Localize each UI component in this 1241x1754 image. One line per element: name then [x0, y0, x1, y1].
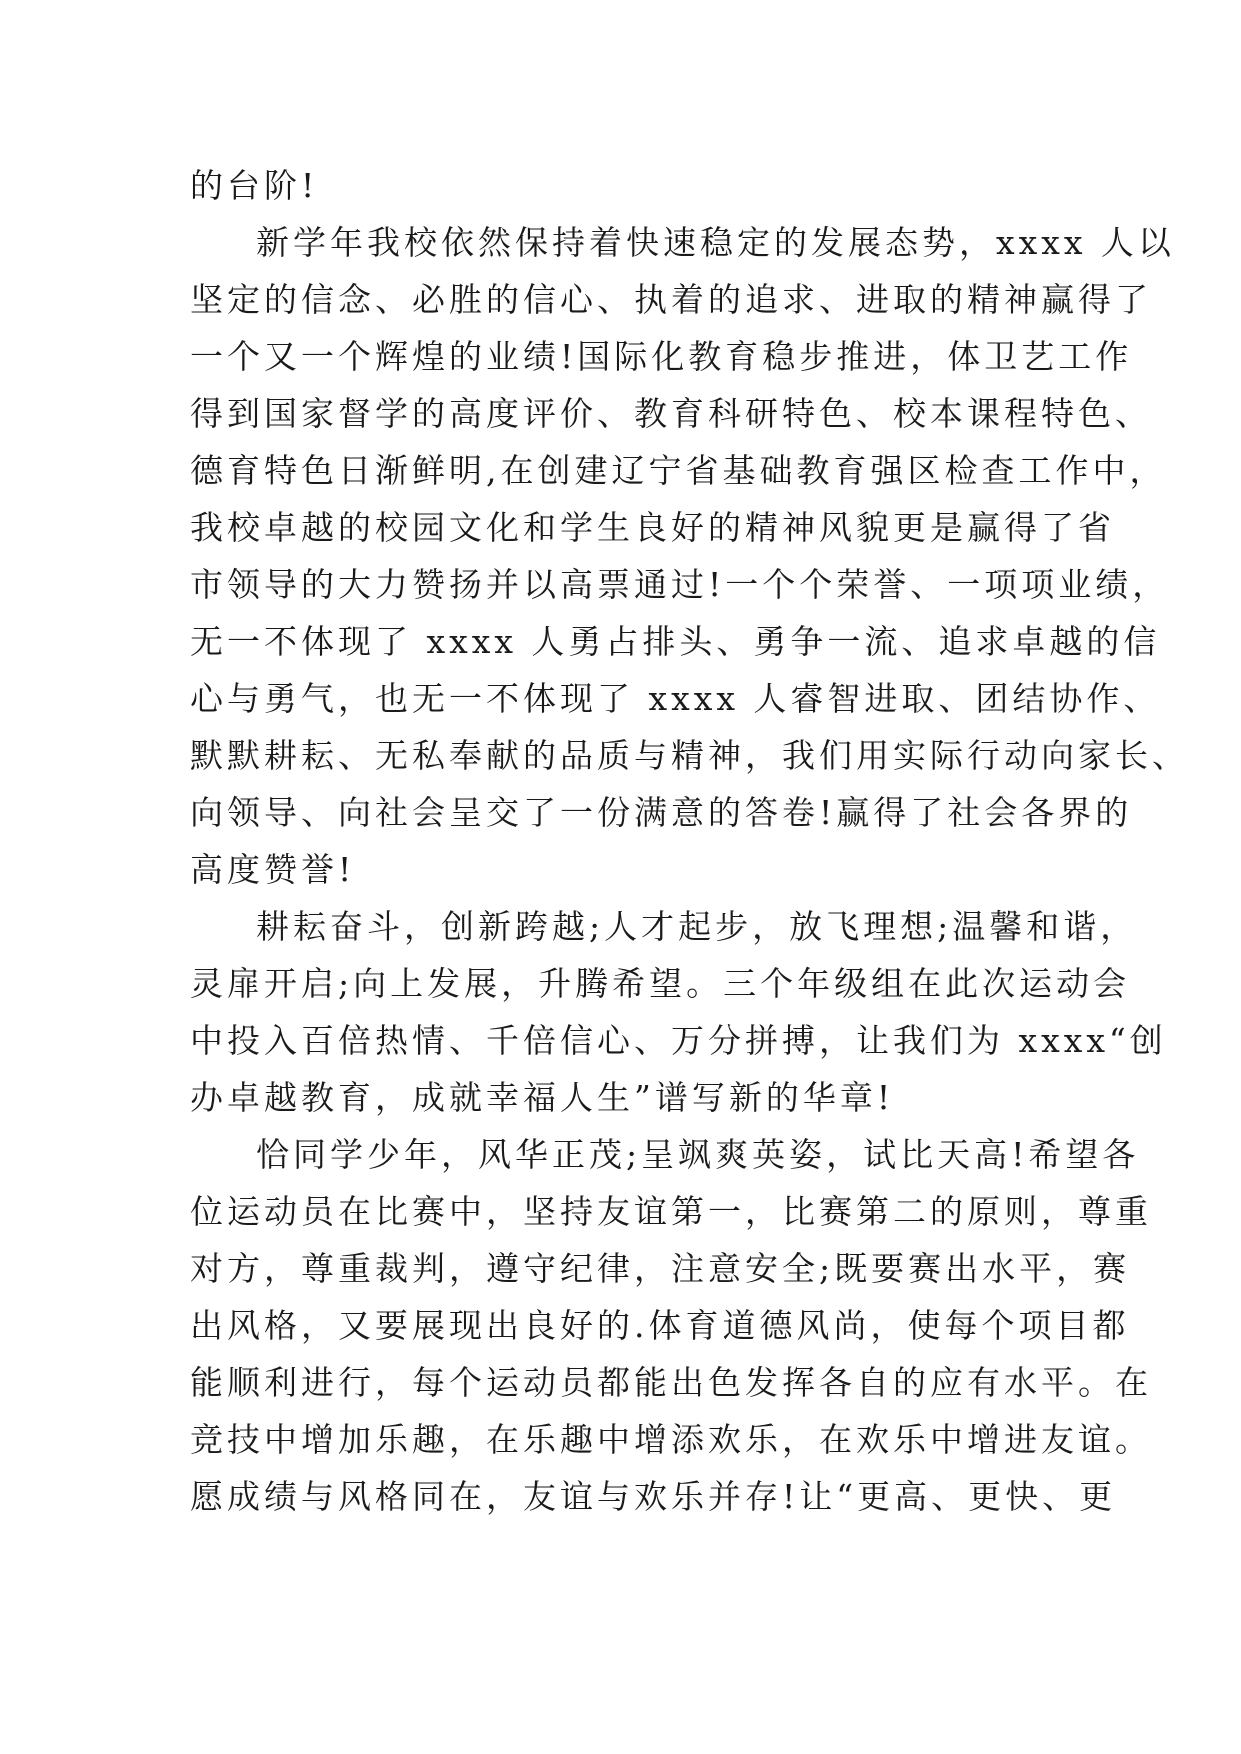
text-line: 愿成绩与风格同在，友谊与欢乐并存!让“更高、更快、更 — [190, 1477, 1117, 1516]
text-line: 办卓越教育，成就幸福人生”谱写新的华章! — [190, 1078, 895, 1117]
text-line: 坚定的信念、必胜的信心、执着的追求、进取的精神赢得了 — [190, 280, 1152, 319]
text-line: 默默耕耘、无私奉献的品质与精神，我们用实际行动向家长、 — [190, 736, 1189, 775]
text-line: 竞技中增加乐趣，在乐趣中增添欢乐，在欢乐中增进友谊。 — [190, 1420, 1152, 1459]
text-line: 市领导的大力赞扬并以高票通过!一个个荣誉、一项项业绩， — [190, 565, 1170, 604]
text-line: 新学年我校依然保持着快速稳定的发展态势，xxxx 人以 — [256, 223, 1175, 262]
text-line: 位运动员在比赛中，坚持友谊第一，比赛第二的原则，尊重 — [190, 1192, 1152, 1231]
document-body — [190, 157, 1189, 1525]
text-line: 灵扉开启;向上发展，升腾希望。三个年级组在此次运动会 — [190, 964, 1131, 1003]
text-line: 的台阶! — [190, 166, 319, 205]
text-line: 心与勇气，也无一不体现了 xxxx 人睿智进取、团结协作、 — [190, 679, 1161, 718]
text-line: 能顺利进行，每个运动员都能出色发挥各自的应有水平。在 — [190, 1363, 1152, 1402]
text-line: 无一不体现了 xxxx 人勇占排头、勇争一流、追求卓越的信 — [190, 622, 1161, 661]
text-line: 中投入百倍热情、千倍信心、万分拼搏，让我们为 xxxx“创 — [190, 1021, 1167, 1060]
text-line: 出风格，又要展现出良好的.体育道德风尚，使每个项目都 — [190, 1306, 1130, 1345]
text-line: 一个又一个辉煌的业绩!国际化教育稳步推进，体卫艺工作 — [190, 337, 1133, 376]
text-line: 高度赞誉! — [190, 850, 356, 889]
text-line: 对方，尊重裁判，遵守纪律，注意安全;既要赛出水平，赛 — [190, 1249, 1131, 1288]
text-line: 恰同学少年，风华正茂;呈飒爽英姿，试比天高!希望各 — [256, 1135, 1140, 1174]
text-line: 耕耘奋斗，创新跨越;人才起步，放飞理想;温馨和谐， — [256, 907, 1138, 946]
text-line: 德育特色日渐鲜明,在创建辽宁省基础教育强区检查工作中， — [190, 451, 1167, 490]
text-line: 得到国家督学的高度评价、教育科研特色、校本课程特色、 — [190, 394, 1152, 433]
text-line: 向领导、向社会呈交了一份满意的答卷!赢得了社会各界的 — [190, 793, 1133, 832]
text-line: 我校卓越的校园文化和学生良好的精神风貌更是赢得了省 — [190, 508, 1115, 547]
